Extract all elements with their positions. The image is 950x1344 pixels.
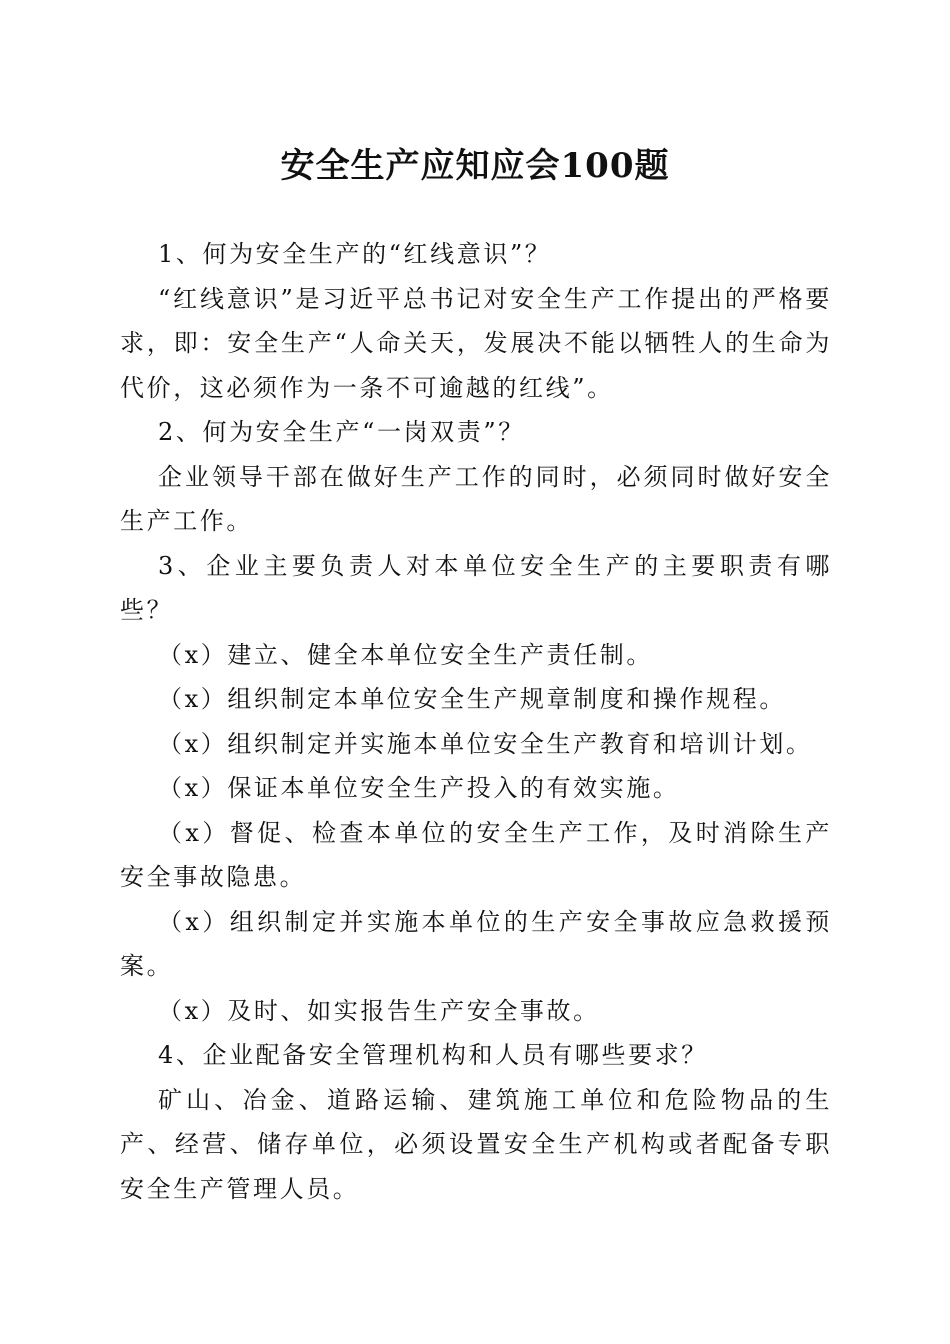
answer-3-item-1: （x）建立、健全本单位安全生产责任制。 (158, 640, 653, 669)
document-body (120, 232, 832, 1211)
answer-3-item-5: （x）督促、检查本单位的安全生产工作，及时消除生产安全事故隐患。 (120, 818, 832, 891)
answer-3-item-4: （x）保证本单位安全生产投入的有效实施。 (158, 774, 680, 802)
answer-2: 企业领导干部在做好生产工作的同时，必须同时做好安全生产工作。 (120, 462, 832, 535)
question-1: 1、何为安全生产的“红线意识”？ (158, 240, 552, 268)
question-2: 2、何为安全生产“一岗双责”？ (158, 418, 525, 446)
answer-3-item-2: （x）组织制定本单位安全生产规章制度和操作规程。 (158, 685, 786, 713)
answer-3-item-7: （x）及时、如实报告生产安全事故。 (158, 996, 600, 1025)
question-4: 4、企业配备安全管理机构和人员有哪些要求？ (158, 1041, 708, 1069)
answer-3-item-6: （x）组织制定并实施本单位的生产安全事故应急救援预案。 (120, 907, 832, 980)
answer-1: “红线意识”是习近平总书记对安全生产工作提出的严格要求，即：安全生产“人命关天，发展决不能以牺牲人的生命为代价，这必须作为一条不可逾越的红线”。 (120, 284, 832, 402)
answer-4: 矿山、冶金、道路运输、建筑施工单位和危险物品的生产、经营、储存单位，必须设置安全生产机构或者配备专职安全生产管理人员。 (120, 1085, 832, 1203)
document-title: 安全生产应知应会100题 (280, 146, 670, 186)
answer-3-item-3: （x）组织制定并实施本单位安全生产教育和培训计划。 (158, 729, 813, 758)
question-3: 3、企业主要负责人对本单位安全生产的主要职责有哪些？ (120, 551, 832, 624)
